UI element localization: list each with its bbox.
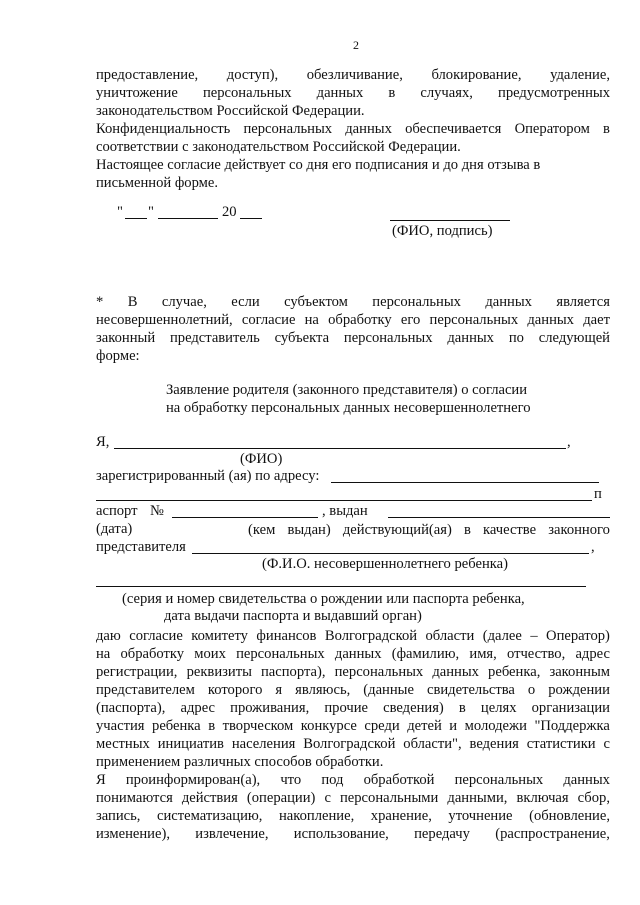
word: использование, — [293, 826, 389, 842]
word: проживания, — [230, 700, 310, 716]
birth-cert-caption-2: дата выдачи паспорта и выдавший орган) — [164, 608, 422, 624]
word: Я — [96, 772, 106, 788]
word: в — [208, 718, 216, 734]
fio-blank — [114, 448, 566, 449]
year-prefix: 20 — [222, 204, 237, 220]
number-sign: № — [150, 503, 164, 519]
child-fio-blank — [192, 553, 589, 554]
word: персональных — [236, 646, 325, 662]
word: (операции) — [246, 790, 316, 806]
signature-blank — [390, 220, 510, 221]
word: случаях, — [420, 85, 473, 101]
text-line — [96, 627, 610, 645]
word: является — [556, 294, 610, 310]
word: данных — [334, 646, 382, 662]
word: хранение, — [370, 808, 432, 824]
text-line — [96, 681, 610, 699]
word: реквизиты — [186, 664, 252, 680]
word: персональными — [339, 790, 439, 806]
word: местных — [96, 736, 150, 752]
word: В — [127, 294, 138, 310]
word: прочие — [324, 700, 368, 716]
word: и — [449, 718, 458, 734]
word: (паспорта), — [96, 700, 166, 716]
text-line — [96, 293, 610, 311]
word: которого — [207, 682, 263, 698]
word: детей — [407, 718, 442, 734]
word: согласие — [129, 628, 183, 644]
date-caption: (дата) — [96, 521, 133, 537]
word: систематизацию, — [156, 808, 263, 824]
word: (распространение, — [495, 826, 610, 842]
word: на — [304, 312, 319, 328]
birth-cert-blank — [96, 586, 586, 587]
text-line — [96, 311, 610, 329]
word: о — [527, 682, 536, 698]
fio-caption: (ФИО) — [240, 451, 283, 467]
word: данных — [527, 312, 574, 328]
word: согласие — [241, 312, 296, 328]
word: если — [231, 294, 260, 310]
word: области", — [403, 736, 462, 752]
word: я — [275, 682, 283, 698]
text-line — [96, 120, 610, 138]
date-quote-open: " — [117, 204, 123, 220]
text-line — [96, 825, 610, 843]
word: обезличивание, — [306, 67, 403, 83]
word: моих — [194, 646, 226, 662]
word: среди — [364, 718, 400, 734]
word: имя, — [469, 646, 497, 662]
word: в — [388, 85, 396, 101]
word: блокирование, — [431, 67, 522, 83]
word: ребенка, — [488, 664, 541, 680]
text-line — [96, 84, 610, 102]
word: обработку — [328, 312, 392, 328]
word: персональных — [454, 772, 544, 788]
word: сбор, — [577, 790, 610, 806]
word: персональных — [372, 294, 461, 310]
representative-label: представителя — [96, 539, 186, 555]
form-ya: Я, — [96, 434, 110, 450]
word: понимаются — [96, 790, 173, 806]
text-line: законодательством Российской Федерации. — [96, 103, 365, 119]
word: данными, — [447, 790, 508, 806]
word: законным — [549, 664, 610, 680]
word: уточнение — [448, 808, 513, 824]
word: Оператором — [514, 121, 590, 137]
word: персональных — [243, 121, 333, 137]
word: накопление, — [278, 808, 355, 824]
word: отчество, — [506, 646, 566, 662]
birth-cert-caption-1: (серия и номер свидетельства о рождении или паспорта ребенка, — [122, 591, 525, 607]
text-line: письменной форме. — [96, 175, 219, 191]
word: "Поддержка — [534, 718, 610, 734]
word: организации — [531, 700, 610, 716]
address-blank — [331, 482, 599, 483]
day-blank — [125, 218, 147, 219]
word: его — [400, 312, 421, 328]
passport-number-blank — [172, 517, 318, 518]
footnote-asterisk: * — [96, 294, 104, 310]
text-line: Настоящее согласие действует со дня его подписания и до дня отзыва в — [96, 157, 541, 173]
word: области — [425, 628, 475, 644]
word: Волгоградской — [303, 736, 396, 752]
date-quote-close: " — [148, 204, 154, 220]
word: субъекта — [274, 330, 330, 346]
word: данных — [447, 330, 494, 346]
passport-p-letter: п — [594, 486, 602, 502]
word: качестве — [483, 522, 537, 538]
word: инициатив — [157, 736, 224, 752]
word: являюсь, — [295, 682, 351, 698]
word: включая — [516, 790, 569, 806]
child-fio-caption: (Ф.И.О. несовершеннолетнего ребенка) — [262, 556, 508, 572]
text-line — [96, 663, 610, 681]
word: адрес — [180, 700, 216, 716]
word: по — [508, 330, 524, 346]
word: изменение), — [96, 826, 170, 842]
word: персональных — [334, 664, 424, 680]
word: извлечение, — [195, 826, 269, 842]
word: (фамилию, — [391, 646, 460, 662]
fio-signature-label: (ФИО, подпись) — [392, 223, 493, 239]
word: ведения — [469, 736, 519, 752]
text-line — [96, 771, 610, 789]
word: под — [321, 772, 344, 788]
word: творческом — [222, 718, 294, 734]
word: несовершеннолетний, — [96, 312, 233, 328]
text-line — [96, 789, 610, 807]
word: свидетельства — [426, 682, 515, 698]
statement-title-line1: Заявление родителя (законного представителя) о согласии — [166, 382, 528, 398]
month-blank — [158, 218, 218, 219]
word: регистрации, — [96, 664, 178, 680]
word: ребенка — [152, 718, 201, 734]
text-line: соответствии с законодательством Российской Федерации. — [96, 139, 461, 155]
word: рождении — [548, 682, 610, 698]
word: Волгоградской — [324, 628, 418, 644]
form-comma-2: , — [591, 539, 595, 555]
word: обеспечивается — [405, 121, 502, 137]
word: – — [530, 628, 538, 644]
word: в — [603, 121, 610, 137]
word: комитету — [191, 628, 248, 644]
passport-label: аспорт — [96, 503, 138, 519]
text-line — [96, 645, 610, 663]
form-comma: , — [567, 434, 571, 450]
word: данных — [432, 664, 479, 680]
word: адрес — [575, 646, 610, 662]
word: случае, — [161, 294, 207, 310]
statement-title-line2: на обработку персональных данных несовершеннолетнего — [166, 400, 531, 416]
word: проинформирован(а), — [125, 772, 261, 788]
text-line: применением различных способов обработки. — [96, 754, 384, 770]
word: следующей — [538, 330, 610, 346]
word: предоставление, — [96, 67, 199, 83]
word: данных — [316, 85, 364, 101]
word: законного — [548, 522, 610, 538]
word: персональных — [343, 330, 433, 346]
word: персональных — [429, 312, 519, 328]
word: даю — [96, 628, 121, 644]
word: дает — [583, 312, 610, 328]
text-line: форме: — [96, 348, 140, 364]
word: данных — [563, 772, 610, 788]
word: в — [458, 700, 466, 716]
year-blank — [240, 218, 262, 219]
word: целях — [480, 700, 517, 716]
text-line — [96, 717, 610, 735]
word: представитель — [169, 330, 260, 346]
address-blank-2 — [96, 500, 592, 501]
word: сведения) — [383, 700, 444, 716]
issued-blank — [388, 517, 610, 518]
word: конкурсе — [300, 718, 357, 734]
word: участия — [96, 718, 145, 734]
word: что — [280, 772, 302, 788]
text-line — [96, 329, 610, 347]
page-number: 2 — [353, 38, 359, 52]
word: запись, — [96, 808, 141, 824]
text-line — [248, 521, 610, 539]
word: статистики — [526, 736, 596, 752]
word: передачу — [414, 826, 470, 842]
word: в — [463, 522, 471, 538]
word: Оператор) — [546, 628, 610, 644]
word: удаление, — [550, 67, 610, 83]
text-line — [96, 66, 610, 84]
text-line — [96, 807, 610, 825]
word: представителем — [96, 682, 195, 698]
word: финансов — [256, 628, 317, 644]
word: действия — [181, 790, 238, 806]
word: паспорта), — [260, 664, 326, 680]
word: молодежи — [464, 718, 527, 734]
word: (обновление, — [529, 808, 610, 824]
word: с — [324, 790, 331, 806]
word: (далее — [482, 628, 522, 644]
word: данных — [485, 294, 532, 310]
text-line — [96, 735, 610, 753]
word: населения — [231, 736, 296, 752]
word: на — [96, 646, 111, 662]
word: выдан) — [287, 522, 331, 538]
word: с — [603, 736, 610, 752]
word: действующий(ая) — [342, 522, 452, 538]
word: субъектом — [284, 294, 348, 310]
text-line — [96, 699, 610, 717]
word: обработкой — [363, 772, 435, 788]
word: доступ), — [226, 67, 279, 83]
issued-label: , выдан — [322, 503, 368, 519]
word: законный — [96, 330, 156, 346]
word: (кем — [248, 522, 276, 538]
registered-label: зарегистрированный (ая) по адресу: — [96, 468, 320, 484]
word: обработку — [120, 646, 185, 662]
word: Конфиденциальность — [96, 121, 231, 137]
word: (данные — [363, 682, 414, 698]
word: данных — [345, 121, 392, 137]
word: персональных — [202, 85, 292, 101]
word: уничтожение — [96, 85, 178, 101]
word: предусмотренных — [498, 85, 610, 101]
